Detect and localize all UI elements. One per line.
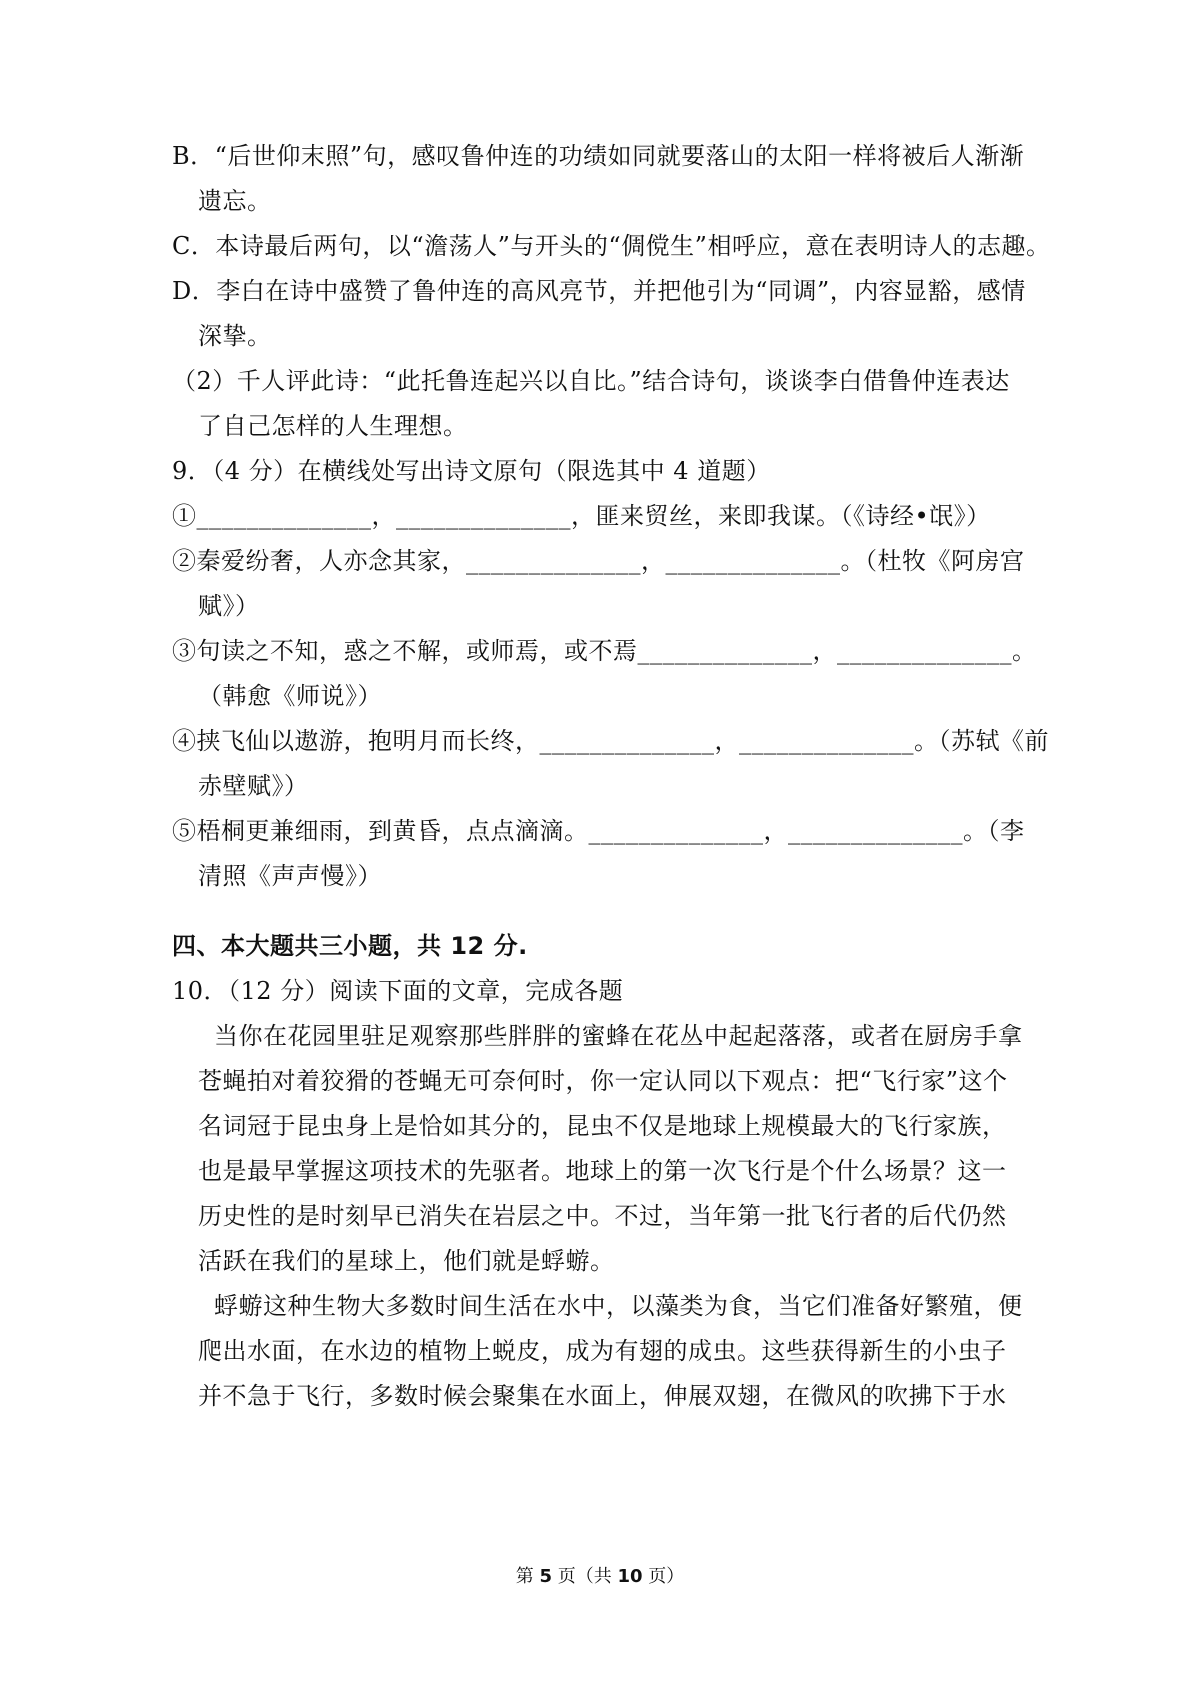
section-4-heading: 四、本大题共三小题，共 12 分. <box>172 932 528 960</box>
footer-prefix: 第 <box>515 1566 540 1587</box>
footer-total-pages: 10 <box>617 1566 643 1587</box>
question-9-heading: 9．（4 分）在横线处写出诗文原句（限选其中 4 道题） <box>172 457 771 485</box>
recitation-item-3-line-2: （韩愈《师说》） <box>198 682 382 710</box>
recitation-item-5-line-1: ⑤梧桐更兼细雨，到黄昏，点点滴滴。______________，______________。（李 <box>172 817 1025 845</box>
article-paragraph-1-line-5: 历史性的是时刻早已消失在岩层之中。不过，当年第一批飞行者的后代仍然 <box>198 1202 1007 1230</box>
question-10-heading: 10．（12 分）阅读下面的文章，完成各题 <box>172 977 624 1005</box>
option-b-line-2: 遗忘。 <box>198 187 272 215</box>
recitation-item-2-line-1: ②秦爱纷奢，人亦念其家，______________，______________。（杜牧《阿房宫 <box>172 547 1025 575</box>
article-paragraph-1-line-6: 活跃在我们的星球上，他们就是蜉蝣。 <box>198 1247 615 1275</box>
recitation-item-4-line-2: 赤壁赋》） <box>198 772 309 800</box>
recitation-item-1: ①______________，______________，匪来贸丝，来即我谋。（《诗经•氓》） <box>172 502 991 530</box>
article-paragraph-2-line-1: 蜉蝣这种生物大多数时间生活在水中，以藻类为食，当它们准备好繁殖，便 <box>214 1292 1023 1320</box>
article-paragraph-2-line-3: 并不急于飞行，多数时候会聚集在水面上，伸展双翅，在微风的吹拂下于水 <box>198 1382 1007 1410</box>
footer-middle: 页（共 <box>552 1566 618 1587</box>
recitation-item-4-line-1: ④挟飞仙以遨游，抱明月而长终，______________，______________。（苏轼《前 <box>172 727 1049 755</box>
article-paragraph-1-line-2: 苍蝇拍对着狡猾的苍蝇无可奈何时，你一定认同以下观点：把“飞行家”这个 <box>198 1067 1008 1095</box>
footer-page-number: 5 <box>539 1566 552 1587</box>
article-paragraph-1-line-1: 当你在花园里驻足观察那些胖胖的蜜蜂在花丛中起起落落，或者在厨房手拿 <box>214 1022 1023 1050</box>
option-c-line-1: C．本诗最后两句，以“澹荡人”与开头的“倜傥生”相呼应，意在表明诗人的志趣。 <box>172 232 1051 260</box>
footer-suffix: 页） <box>642 1566 685 1587</box>
article-paragraph-1-line-3: 名词冠于昆虫身上是恰如其分的，昆虫不仅是地球上规模最大的飞行家族， <box>198 1112 1007 1140</box>
recitation-item-3-line-1: ③句读之不知，惑之不解，或师焉，或不焉______________，______________。 <box>172 637 1037 665</box>
option-b-line-1: B．“后世仰末照”句，感叹鲁仲连的功绩如同就要落山的太阳一样将被后人渐渐 <box>172 142 1025 170</box>
article-paragraph-1-line-4: 也是最早掌握这项技术的先驱者。地球上的第一次飞行是个什么场景？这一 <box>198 1157 1007 1185</box>
page-footer <box>0 1562 1200 1588</box>
recitation-item-2-line-2: 赋》） <box>198 592 260 620</box>
option-d-line-2: 深挚。 <box>198 322 272 350</box>
recitation-item-5-line-2: 清照《声声慢》） <box>198 862 382 890</box>
article-paragraph-2-line-2: 爬出水面，在水边的植物上蜕皮，成为有翅的成虫。这些获得新生的小虫子 <box>198 1337 1007 1365</box>
question-8-2-line-2: 了自己怎样的人生理想。 <box>198 412 468 440</box>
option-d-line-1: D．李白在诗中盛赞了鲁仲连的高风亮节，并把他引为“同调”，内容显豁，感情 <box>172 277 1026 305</box>
question-8-2-line-1: （2）千人评此诗：“此托鲁连起兴以自比。”结合诗句，谈谈李白借鲁仲连表达 <box>172 367 1010 395</box>
